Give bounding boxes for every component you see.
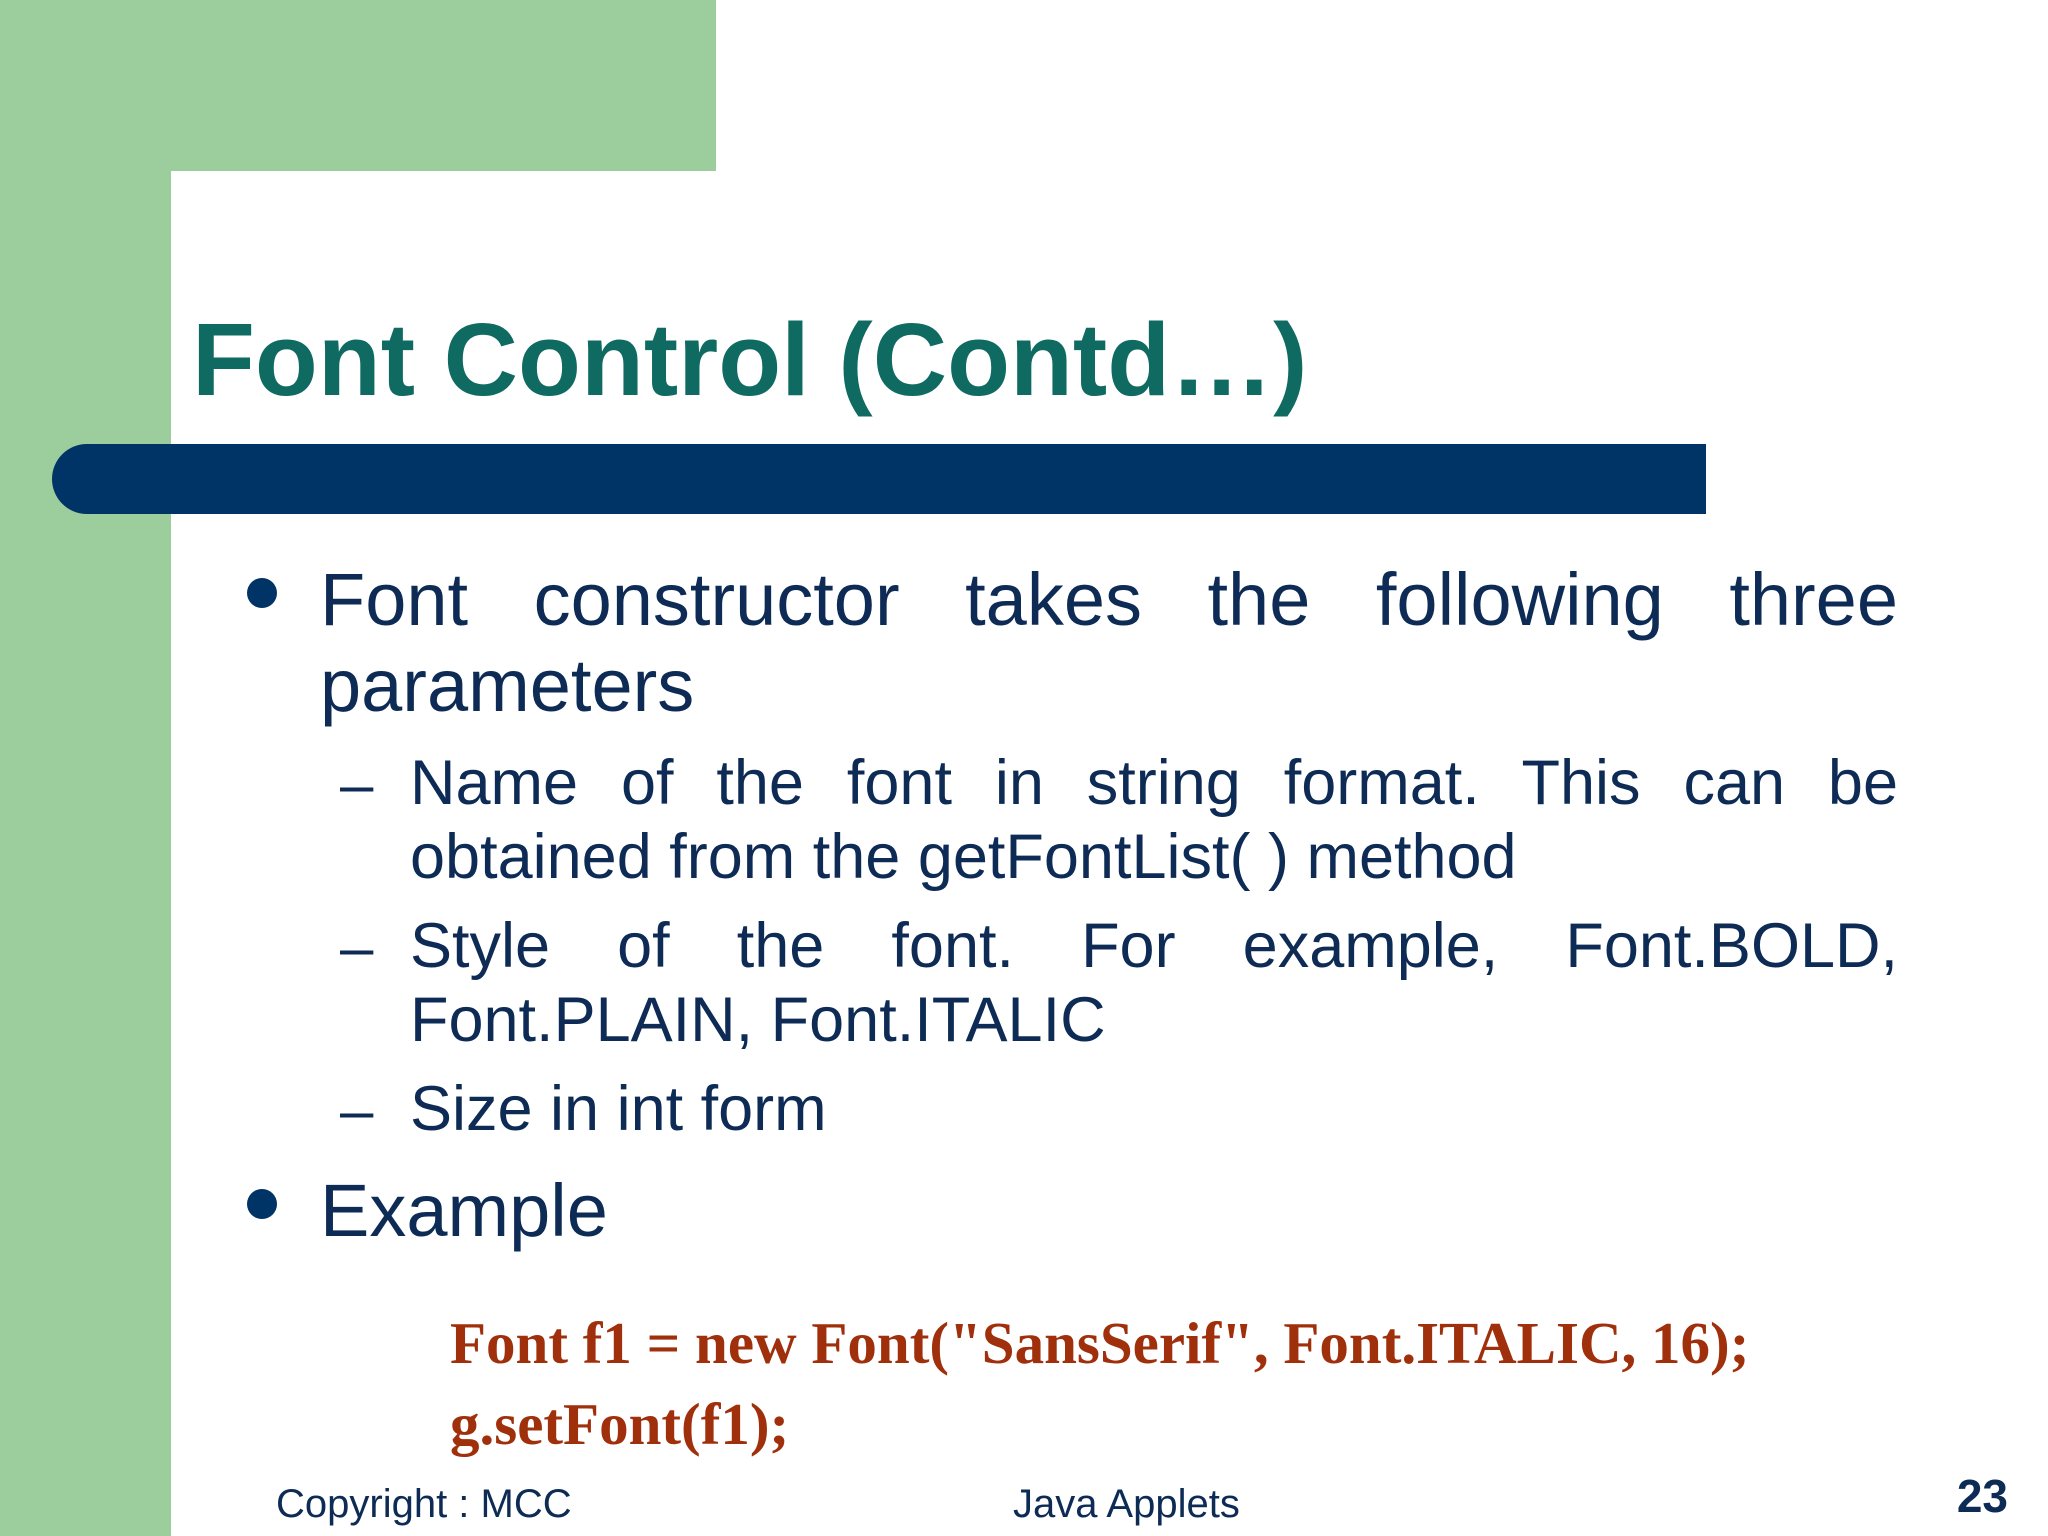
sub-bullet-dash: –	[340, 914, 374, 981]
code-line-font-constructor: Font f1 = new Font("SansSerif", Font.ITALIC, 16);	[450, 1310, 1750, 1376]
green-sidebar-band	[0, 0, 171, 1536]
sub-item-font-size: Size in int form	[410, 1074, 827, 1144]
title-underline-bar	[52, 444, 1706, 514]
sub-item-font-style: Style of the font. For example, Font.BOLD, Font.PLAIN, Font.ITALIC	[410, 911, 1898, 1055]
sub-item-font-name: Name of the font in string format. This can be obtained from the getFontList( ) method	[410, 748, 1898, 892]
page-number: 23	[1956, 1470, 2008, 1522]
sub-bullet-dash: –	[340, 1077, 374, 1144]
bullet-dot	[247, 578, 277, 608]
slide-title: Font Control (Contd…)	[192, 302, 1308, 417]
sub-bullet-dash: –	[340, 751, 374, 818]
green-top-band	[0, 0, 716, 171]
code-line-set-font: g.setFont(f1);	[450, 1391, 790, 1457]
footer-copyright: Copyright : MCC	[276, 1482, 572, 1526]
bullet-example: Example	[320, 1169, 608, 1252]
footer-topic: Java Applets	[1013, 1482, 1240, 1526]
bullet-dot	[247, 1189, 277, 1219]
bullet-font-constructor: Font constructor takes the following three parameters	[320, 558, 1898, 727]
